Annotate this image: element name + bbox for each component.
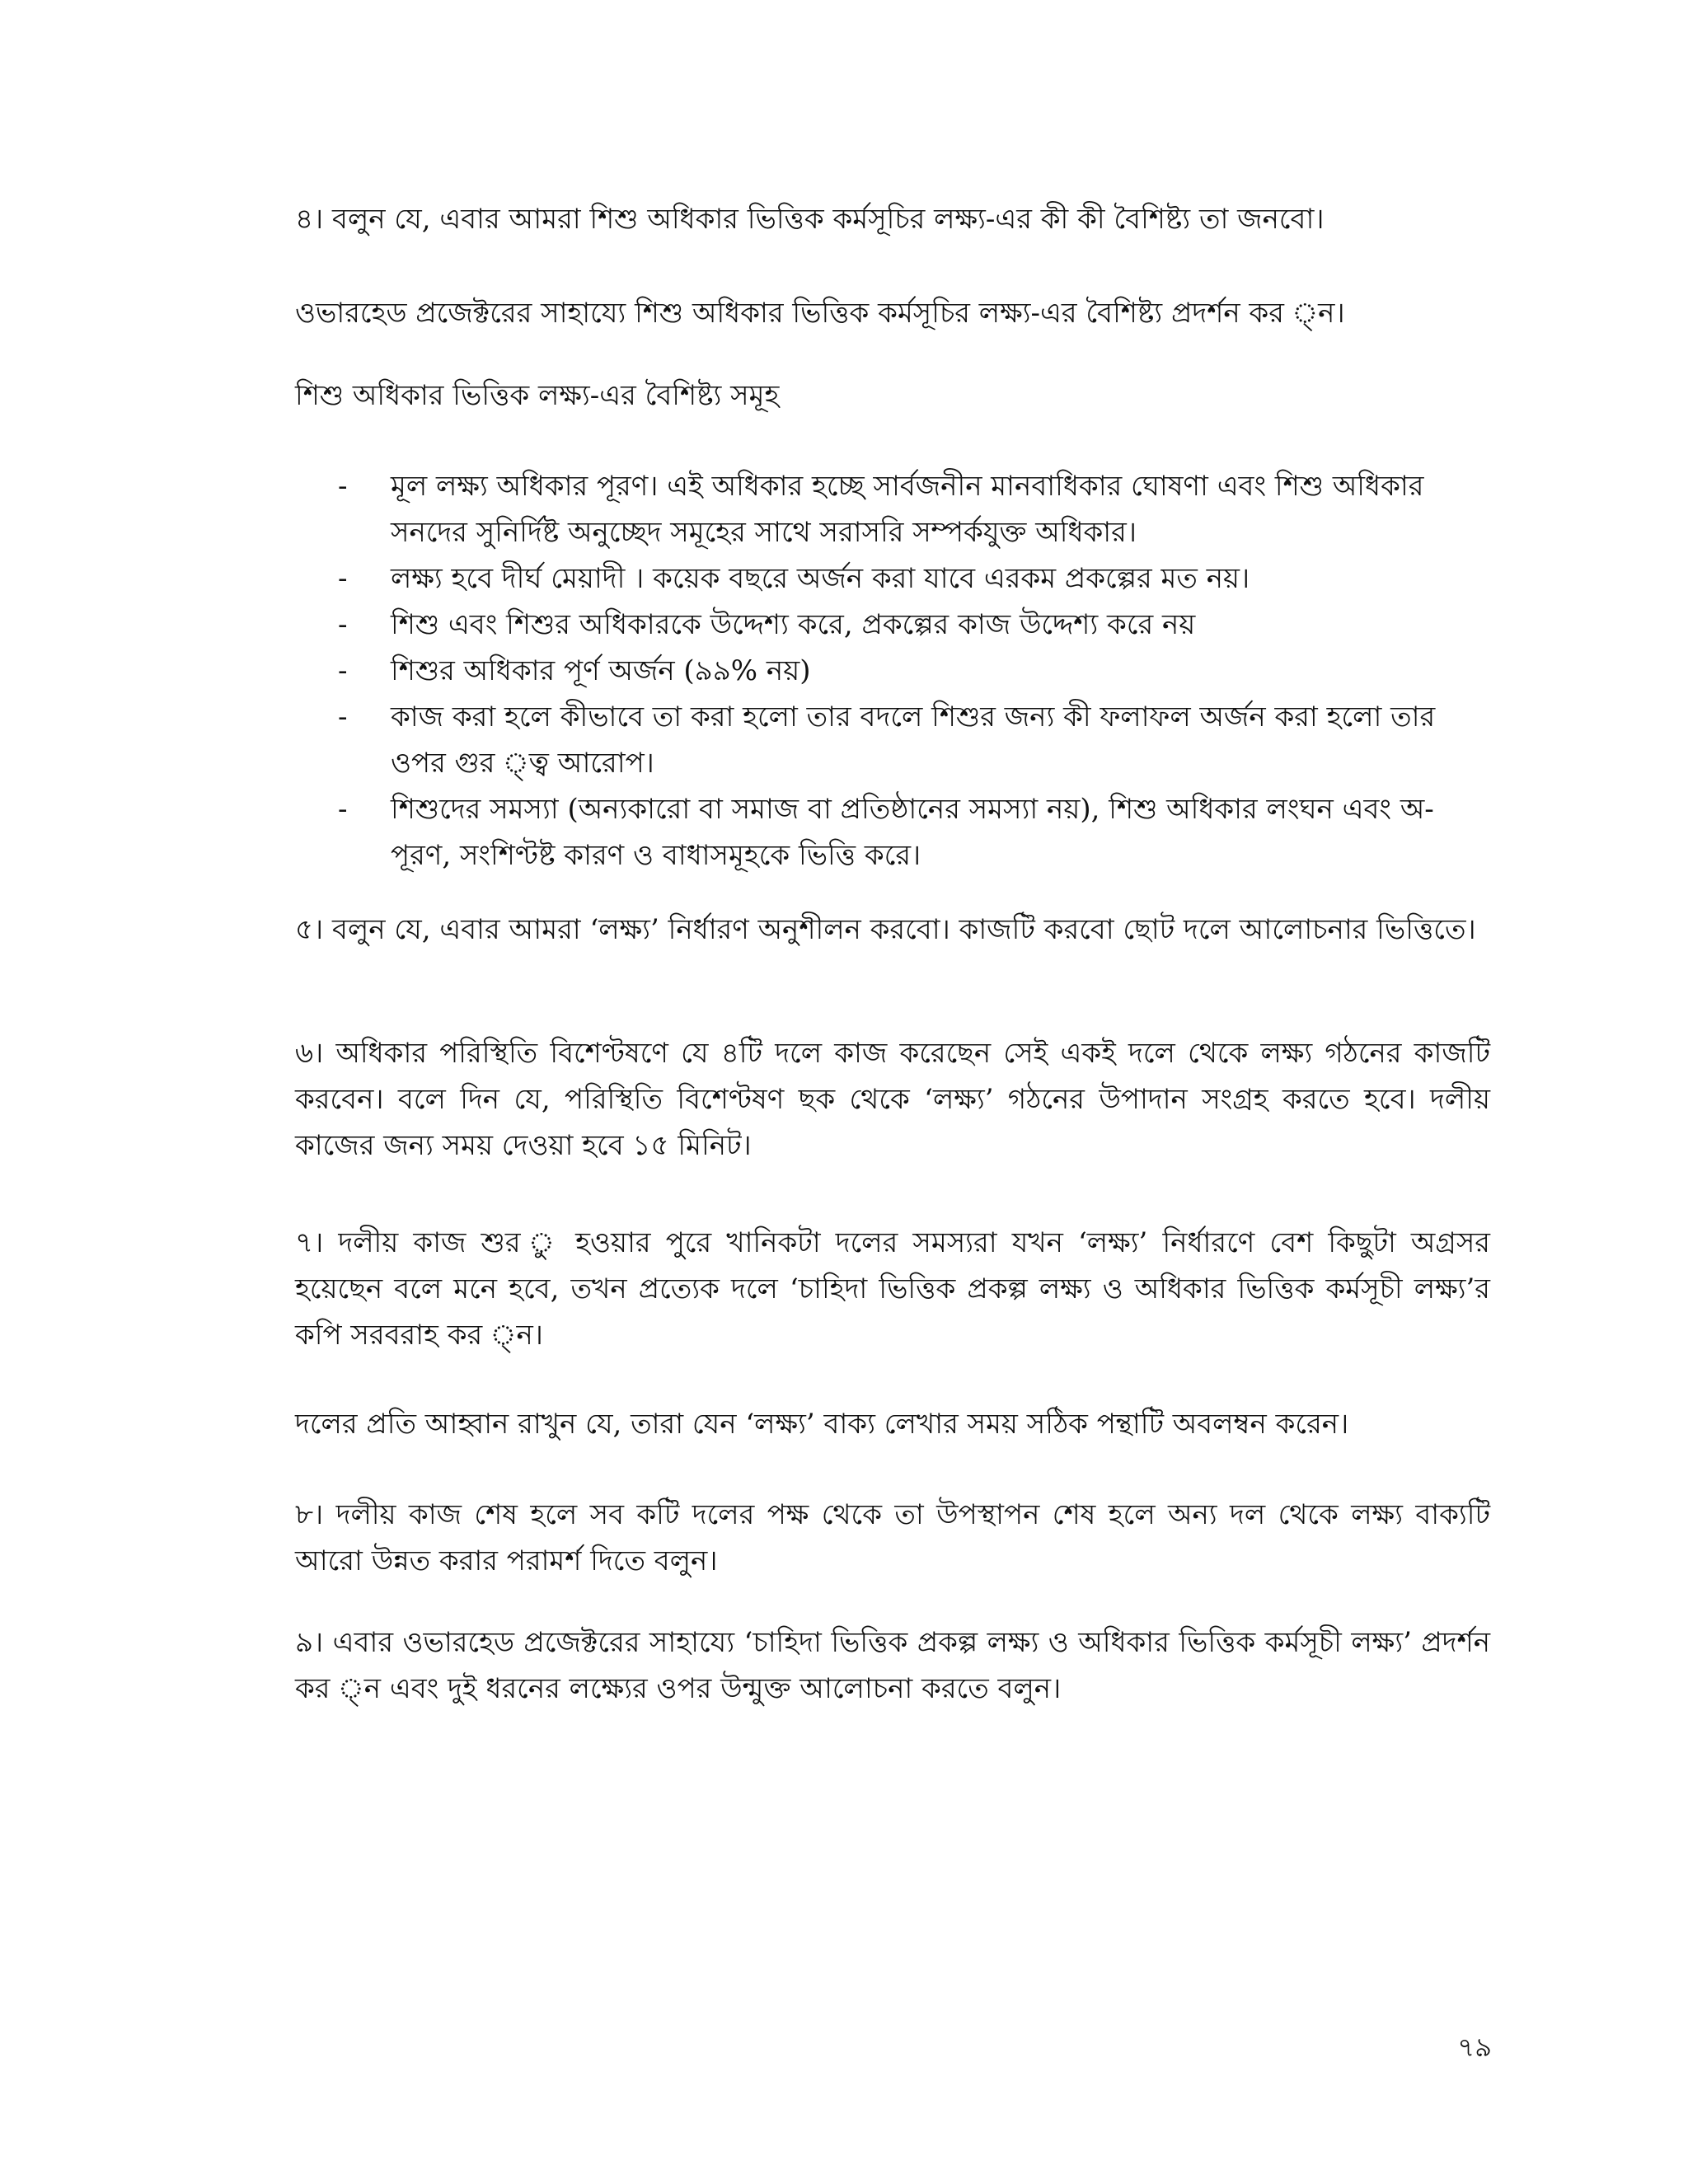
list-item <box>338 602 1490 648</box>
list-item-text: মূল লক্ষ্য অধিকার পূরণ। এই অধিকার হচ্ছে সার্বজনীন মানবাধিকার ঘোষণা এবং শিশু অধিকার সনদের সুনির্দিষ্ট অনুচ্ছেদ সমূহের সাথে সরাসরি সম্পর্কযুক্ত অধিকার। <box>391 470 1424 549</box>
section-heading: শিশু অধিকার ভিত্তিক লক্ষ্য-এর বৈশিষ্ট্য সমূহ <box>295 379 780 412</box>
page-number: ৭৯ <box>1457 2032 1492 2063</box>
step-4-paragraph: ৪। বলুন যে, এবার আমরা শিশু অধিকার ভিত্তিক কর্মসূচির লক্ষ্য-এর কী কী বৈশিষ্ট্য তা জনবো। <box>295 203 1325 236</box>
bullet-dash: - <box>338 654 348 687</box>
bullet-dash: - <box>338 562 348 595</box>
bullet-dash: - <box>338 470 348 503</box>
group-appeal-paragraph: দলের প্রতি আহ্বান রাখুন যে, তারা যেন ‘লক্ষ্য’ বাক্য লেখার সময় সঠিক পন্থাটি অবলম্বন করেন। <box>295 1408 1349 1441</box>
bullet-dash: - <box>338 793 348 826</box>
list-item <box>338 648 1490 694</box>
list-item-text: লক্ষ্য হবে দীর্ঘ মেয়াদী । কয়েক বছরে অর্জন করা যাবে এরকম প্রকল্পের মত নয়। <box>391 562 1250 595</box>
characteristics-list <box>338 463 1490 879</box>
step-8-paragraph: ৮। দলীয় কাজ শেষ হলে সব কটি দলের পক্ষ থেকে তা উপস্থাপন শেষ হলে অন্য দল থেকে লক্ষ্য বাক্যটি আরো উন্নত করার পরামর্শ দিতে বলুন। <box>295 1498 1490 1577</box>
list-item-text: শিশুদের সমস্যা (অন্যকারো বা সমাজ বা প্রতিষ্ঠানের সমস্যা নয়), শিশু অধিকার লংঘন এবং অ-পূরণ, সংশিণ্টষ্ট কারণ ও বাধাসমূহকে ভিত্তি করে। <box>391 793 1434 872</box>
step-9-paragraph: ৯। এবার ওভারহেড প্রজেক্টরের সাহায্যে ‘চাহিদা ভিত্তিক প্রকল্প লক্ষ্য ও অধিকার ভিত্তিক কর্মসূচী লক্ষ্য’ প্রদর্শন কর ্ন এবং দুই ধরনের লক্ষ্যের ওপর উন্মুক্ত আলোচনা করতে বলুন। <box>295 1626 1490 1705</box>
list-item-text: শিশুর অধিকার পূর্ণ অর্জন (৯৯% নয়) <box>391 654 811 687</box>
step-7-paragraph: ৭। দলীয় কাজ শুর ু হওয়ার পুরে খানিকটা দলের সমস্যরা যখন ‘লক্ষ্য’ নির্ধারণে বেশ কিছুটা অগ্রসর হয়েছেন বলে মনে হবে, তখন প্রত্যেক দলে ‘চাহিদা ভিত্তিক প্রকল্প লক্ষ্য ও অধিকার ভিত্তিক কর্মসূচী লক্ষ্য’র কপি সরবরাহ কর ্ন। <box>295 1226 1490 1352</box>
bullet-dash: - <box>338 701 348 733</box>
overhead-instruction: ওভারহেড প্রজেক্টরের সাহায্যে শিশু অধিকার ভিত্তিক কর্মসূচির লক্ষ্য-এর বৈশিষ্ট্য প্রদর্শন কর ্ন। <box>295 297 1345 330</box>
step-5-paragraph: ৫। বলুন যে, এবার আমরা ‘লক্ষ্য’ নির্ধারণ অনুশীলন করবো। কাজটি করবো ছোট দলে আলোচনার ভিত্তিতে। <box>295 913 1476 946</box>
list-item <box>338 786 1490 879</box>
list-item-text: শিশু এবং শিশুর অধিকারকে উদ্দেশ্য করে, প্রকল্পের কাজ উদ্দেশ্য করে নয় <box>391 608 1196 641</box>
list-item <box>338 463 1490 555</box>
list-item-text: কাজ করা হলে কীভাবে তা করা হলো তার বদলে শিশুর জন্য কী ফলাফল অর্জন করা হলো তার ওপর গুর ্ত্ব আরোপ। <box>391 701 1436 780</box>
step-6-paragraph: ৬। অধিকার পরিস্থিতি বিশেণ্টষণে যে ৪টি দলে কাজ করেছেন সেই একই দলে থেকে লক্ষ্য গঠনের কাজটি করবেন। বলে দিন যে, পরিস্থিতি বিশেণ্টষণ ছক থেকে ‘লক্ষ্য’ গঠনের উপাদান সংগ্রহ করতে হবে। দলীয় কাজের জন্য সময় দেওয়া হবে ১৫ মিনিট। <box>295 1037 1490 1162</box>
bullet-dash: - <box>338 608 348 641</box>
list-item <box>338 555 1490 602</box>
list-item <box>338 694 1490 786</box>
